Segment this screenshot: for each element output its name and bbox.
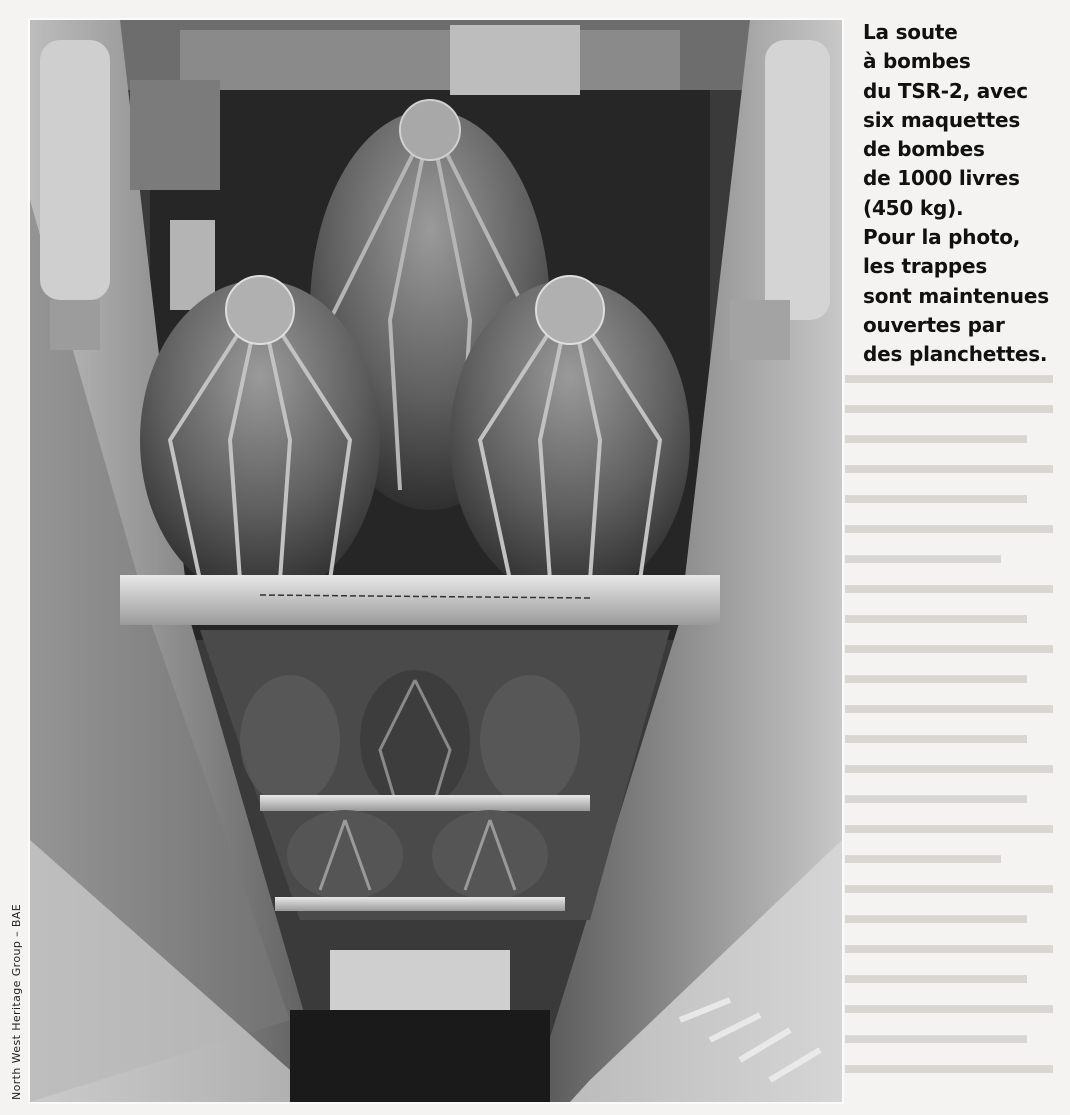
caption-line: des planchettes.: [863, 342, 1048, 367]
caption-line: de 1000 livres: [863, 166, 1020, 191]
photo-credit: North West Heritage Group – BAE: [10, 903, 23, 1100]
bomb-bay-photo: [28, 18, 844, 1104]
caption-line: Pour la photo,: [863, 225, 1021, 250]
caption-line: sont maintenues: [863, 283, 1049, 308]
caption-line: (450 kg).: [863, 195, 964, 220]
photo-caption: [863, 18, 1063, 370]
caption-line: La soute: [863, 20, 958, 44]
caption-line: à bombes: [863, 49, 971, 74]
bleed-through-text: ▬▬▬▬▬▬▬▬ ▬▬▬▬▬▬▬▬ ▬▬▬▬▬▬▬ ▬▬▬▬▬▬▬▬ ▬▬▬▬▬▬▬ ▬▬▬▬▬▬▬▬ ▬▬▬▬▬▬ ▬▬▬▬▬▬▬▬ ▬▬▬▬▬▬▬ ▬▬▬▬▬▬▬▬ ▬▬▬▬▬▬▬ ▬▬▬▬▬▬▬▬ ▬▬▬▬▬▬▬ ▬▬▬▬▬▬▬▬ ▬▬▬▬▬▬▬ ▬▬▬▬▬▬▬▬ ▬▬▬▬▬▬ ▬▬▬▬▬▬▬▬ ▬▬▬▬▬▬▬ ▬▬▬▬▬▬▬▬ ▬▬▬▬▬▬▬ ▬▬▬▬▬▬▬▬ ▬▬▬▬▬▬▬ ▬▬▬▬▬▬▬▬: [845, 360, 1053, 1079]
caption-line: six maquettes: [863, 107, 1021, 132]
caption-line: les trappes: [863, 254, 988, 279]
caption-line: de bombes: [863, 137, 985, 162]
caption-line: ouvertes par: [863, 312, 1005, 337]
bomb-bay-illustration: [30, 20, 842, 1102]
caption-line: du TSR-2, avec: [863, 78, 1028, 103]
